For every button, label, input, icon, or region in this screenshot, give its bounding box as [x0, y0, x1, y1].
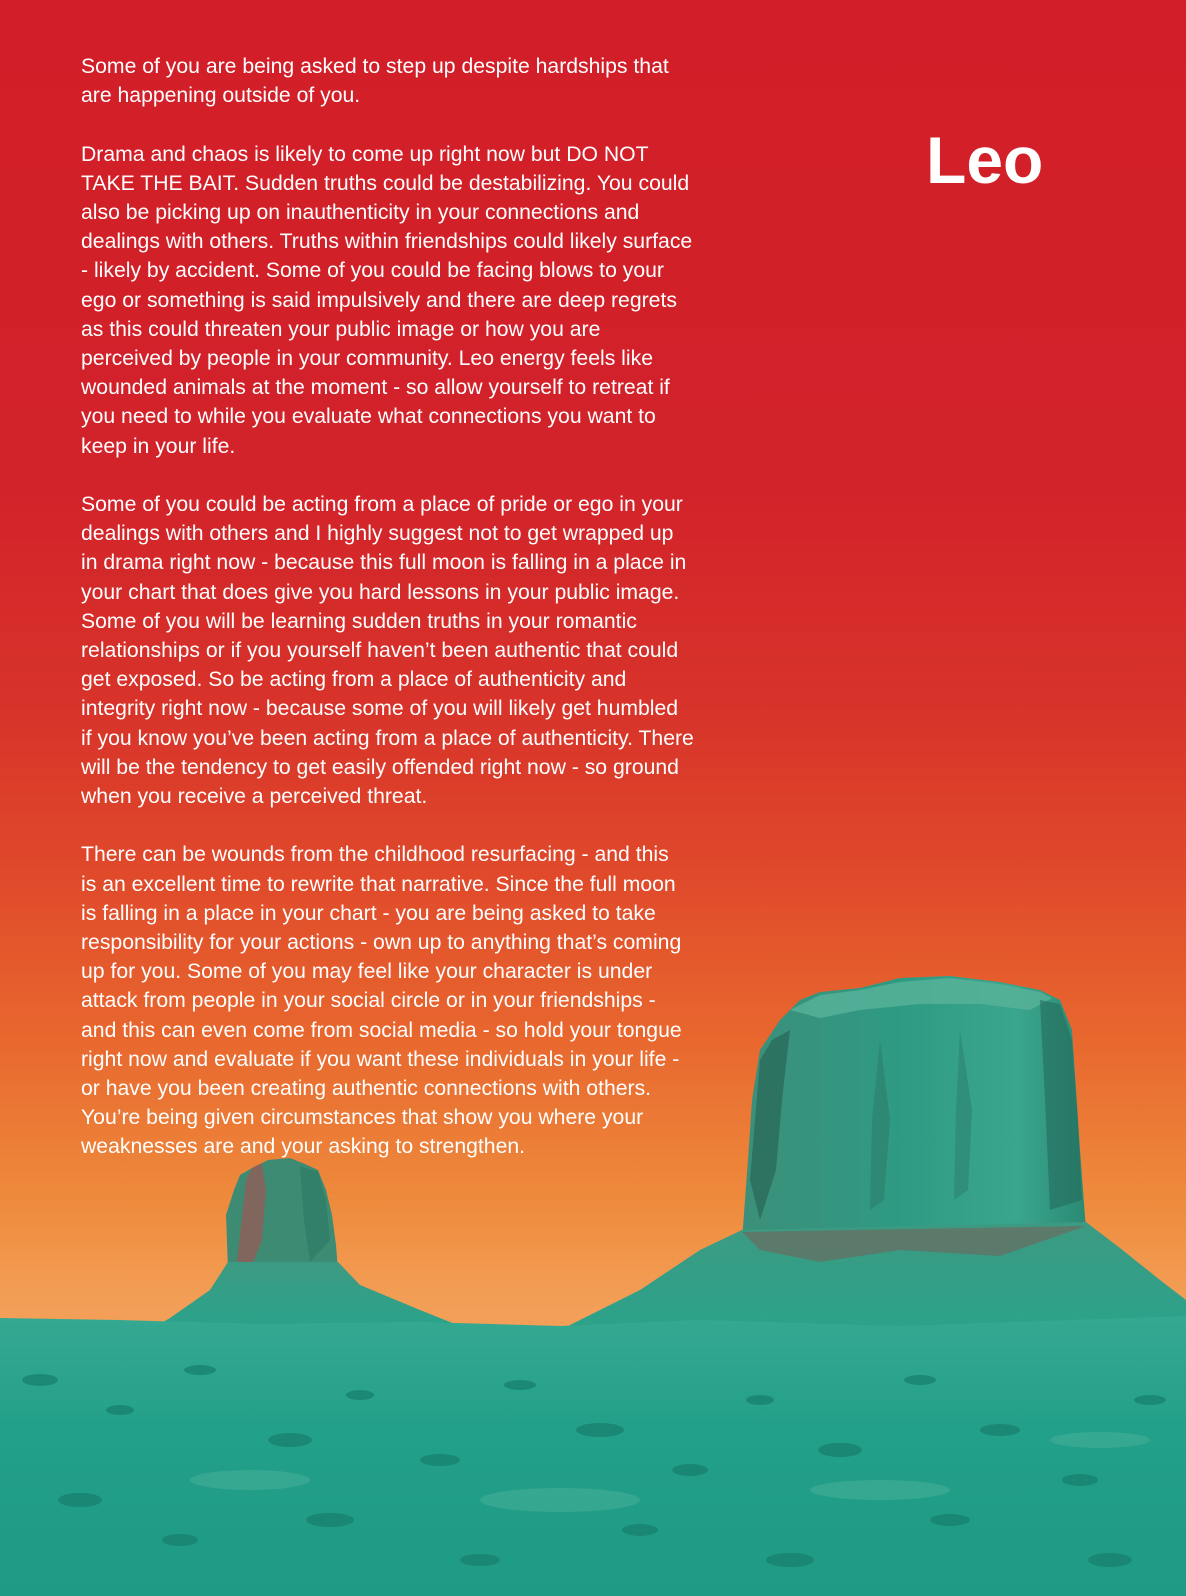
paragraph-1: Some of you are being asked to step up despite hardships that are happening outside of you.: [81, 55, 669, 108]
paragraph-3: Some of you could be acting from a place of pride or ego in your dealings with others and I highly suggest not to get wrapped up in drama right now - because this full moon is falling in a place in your chart that does give you hard lessons in your public image. Some of you will be learning sudden truths in your romantic relationships or if you yourself haven’t been authentic that could get exposed. So be acting from a place of authenticity and integrity right now - because some of you will likely get humbled if you know you’ve been acting from a place of authenticity. There will be the tendency to get easily offended right now - so ground when you receive a perceived threat.: [81, 493, 694, 809]
page-title: Leo: [926, 123, 1044, 197]
paragraph-4: There can be wounds from the childhood resurfacing - and this is an excellent time to rewrite that narrative. Since the full moon is falling in a place in your chart - you are being asked to take responsibility for your actions - own up to anything that’s coming up for you. Some of you may feel like your character is under attack from people in your social circle or in your friendships - and this can even come from social media - so hold your tongue right now and evaluate if you want these individuals in your life - or have you been creating authentic connections with others. You’re being given circumstances that show you where your weaknesses are and your asking to strengthen.: [81, 843, 682, 1159]
horoscope-text: [81, 52, 811, 1191]
paragraph-2: Drama and chaos is likely to come up right now but DO NOT TAKE THE BAIT. Sudden truths could be destabilizing. You could also be picking up on inauthenticity in your connections and dealings with others. Truths within friendships could likely surface - likely by accident. Some of you could be facing blows to your ego or something is said impulsively and there are deep regrets as this could threaten your public image or how you are perceived by people in your community. Leo energy feels like wounded animals at the moment - so allow yourself to retreat if you need to while you evaluate what connections you want to keep in your life.: [81, 142, 693, 458]
